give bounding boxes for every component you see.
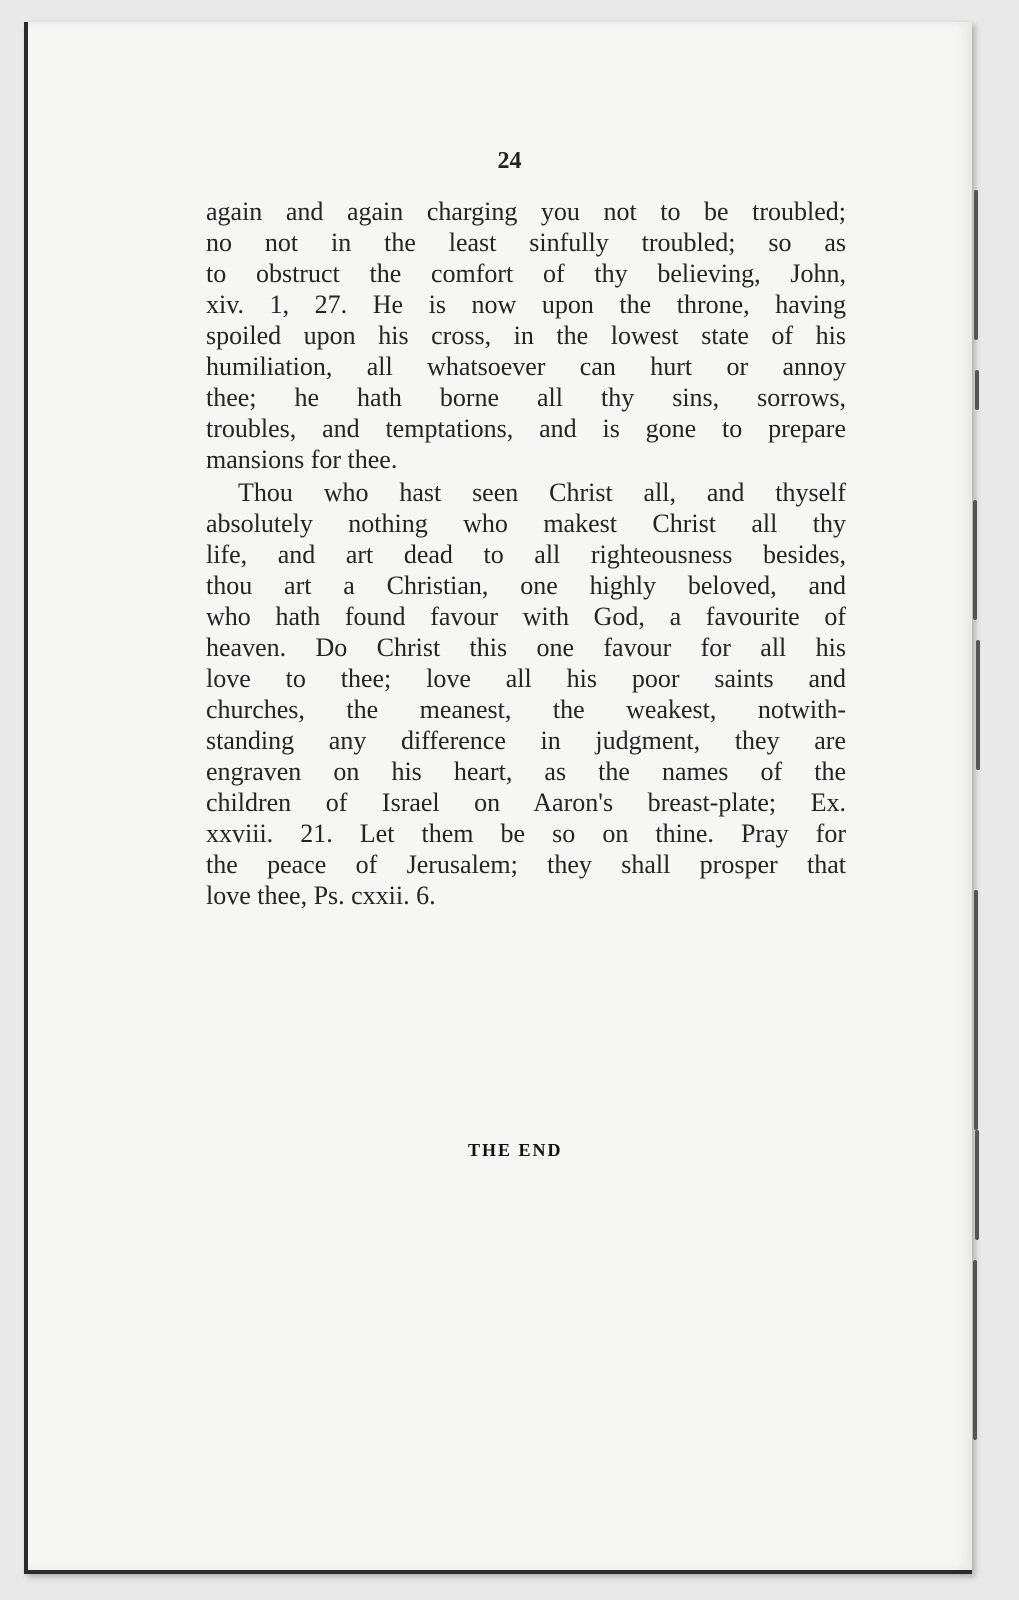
text-line: love to thee; love all his poor saints and bbox=[206, 664, 846, 693]
text-line: Thou who hast seen Christ all, and thyself bbox=[238, 478, 846, 507]
text-line: xiv. 1, 27. He is now upon the throne, having bbox=[206, 290, 846, 319]
paragraph bbox=[206, 196, 846, 475]
text-line: thee; he hath borne all thy sins, sorrows, bbox=[206, 383, 846, 412]
text-line: who hath found favour with God, a favourite of bbox=[206, 602, 846, 631]
text-line: troubles, and temptations, and is gone to prepare bbox=[206, 414, 846, 443]
page-number: 24 bbox=[497, 148, 522, 174]
paragraph bbox=[206, 477, 846, 911]
text-line: life, and art dead to all righteousness besides, bbox=[206, 540, 846, 569]
catchword: THE END bbox=[468, 1140, 563, 1160]
text-line: standing any difference in judgment, they are bbox=[206, 726, 846, 755]
text-line: engraven on his heart, as the names of the bbox=[206, 757, 846, 786]
text-line: again and again charging you not to be troubled; bbox=[206, 197, 846, 226]
body-text bbox=[206, 196, 846, 911]
text-line: love thee, Ps. cxxii. 6. bbox=[206, 881, 436, 910]
text-line: children of Israel on Aaron's breast-plate; Ex. bbox=[206, 788, 846, 817]
page-edge-stack bbox=[972, 30, 986, 1570]
text-line: churches, the meanest, the weakest, notwith- bbox=[206, 695, 846, 724]
text-line: no not in the least sinfully troubled; so as bbox=[206, 228, 846, 257]
text-line: thou art a Christian, one highly beloved, and bbox=[206, 571, 846, 600]
text-line: heaven. Do Christ this one favour for all his bbox=[206, 633, 846, 662]
text-line: xxviii. 21. Let them be so on thine. Pray for bbox=[206, 819, 846, 848]
text-line: to obstruct the comfort of thy believing, John, bbox=[206, 259, 846, 288]
text-line: mansions for thee. bbox=[206, 445, 398, 474]
text-line: the peace of Jerusalem; they shall prosper that bbox=[206, 850, 846, 879]
text-line: absolutely nothing who makest Christ all thy bbox=[206, 509, 846, 538]
text-line: humiliation, all whatsoever can hurt or annoy bbox=[206, 352, 846, 381]
text-line: spoiled upon his cross, in the lowest state of his bbox=[206, 321, 846, 350]
